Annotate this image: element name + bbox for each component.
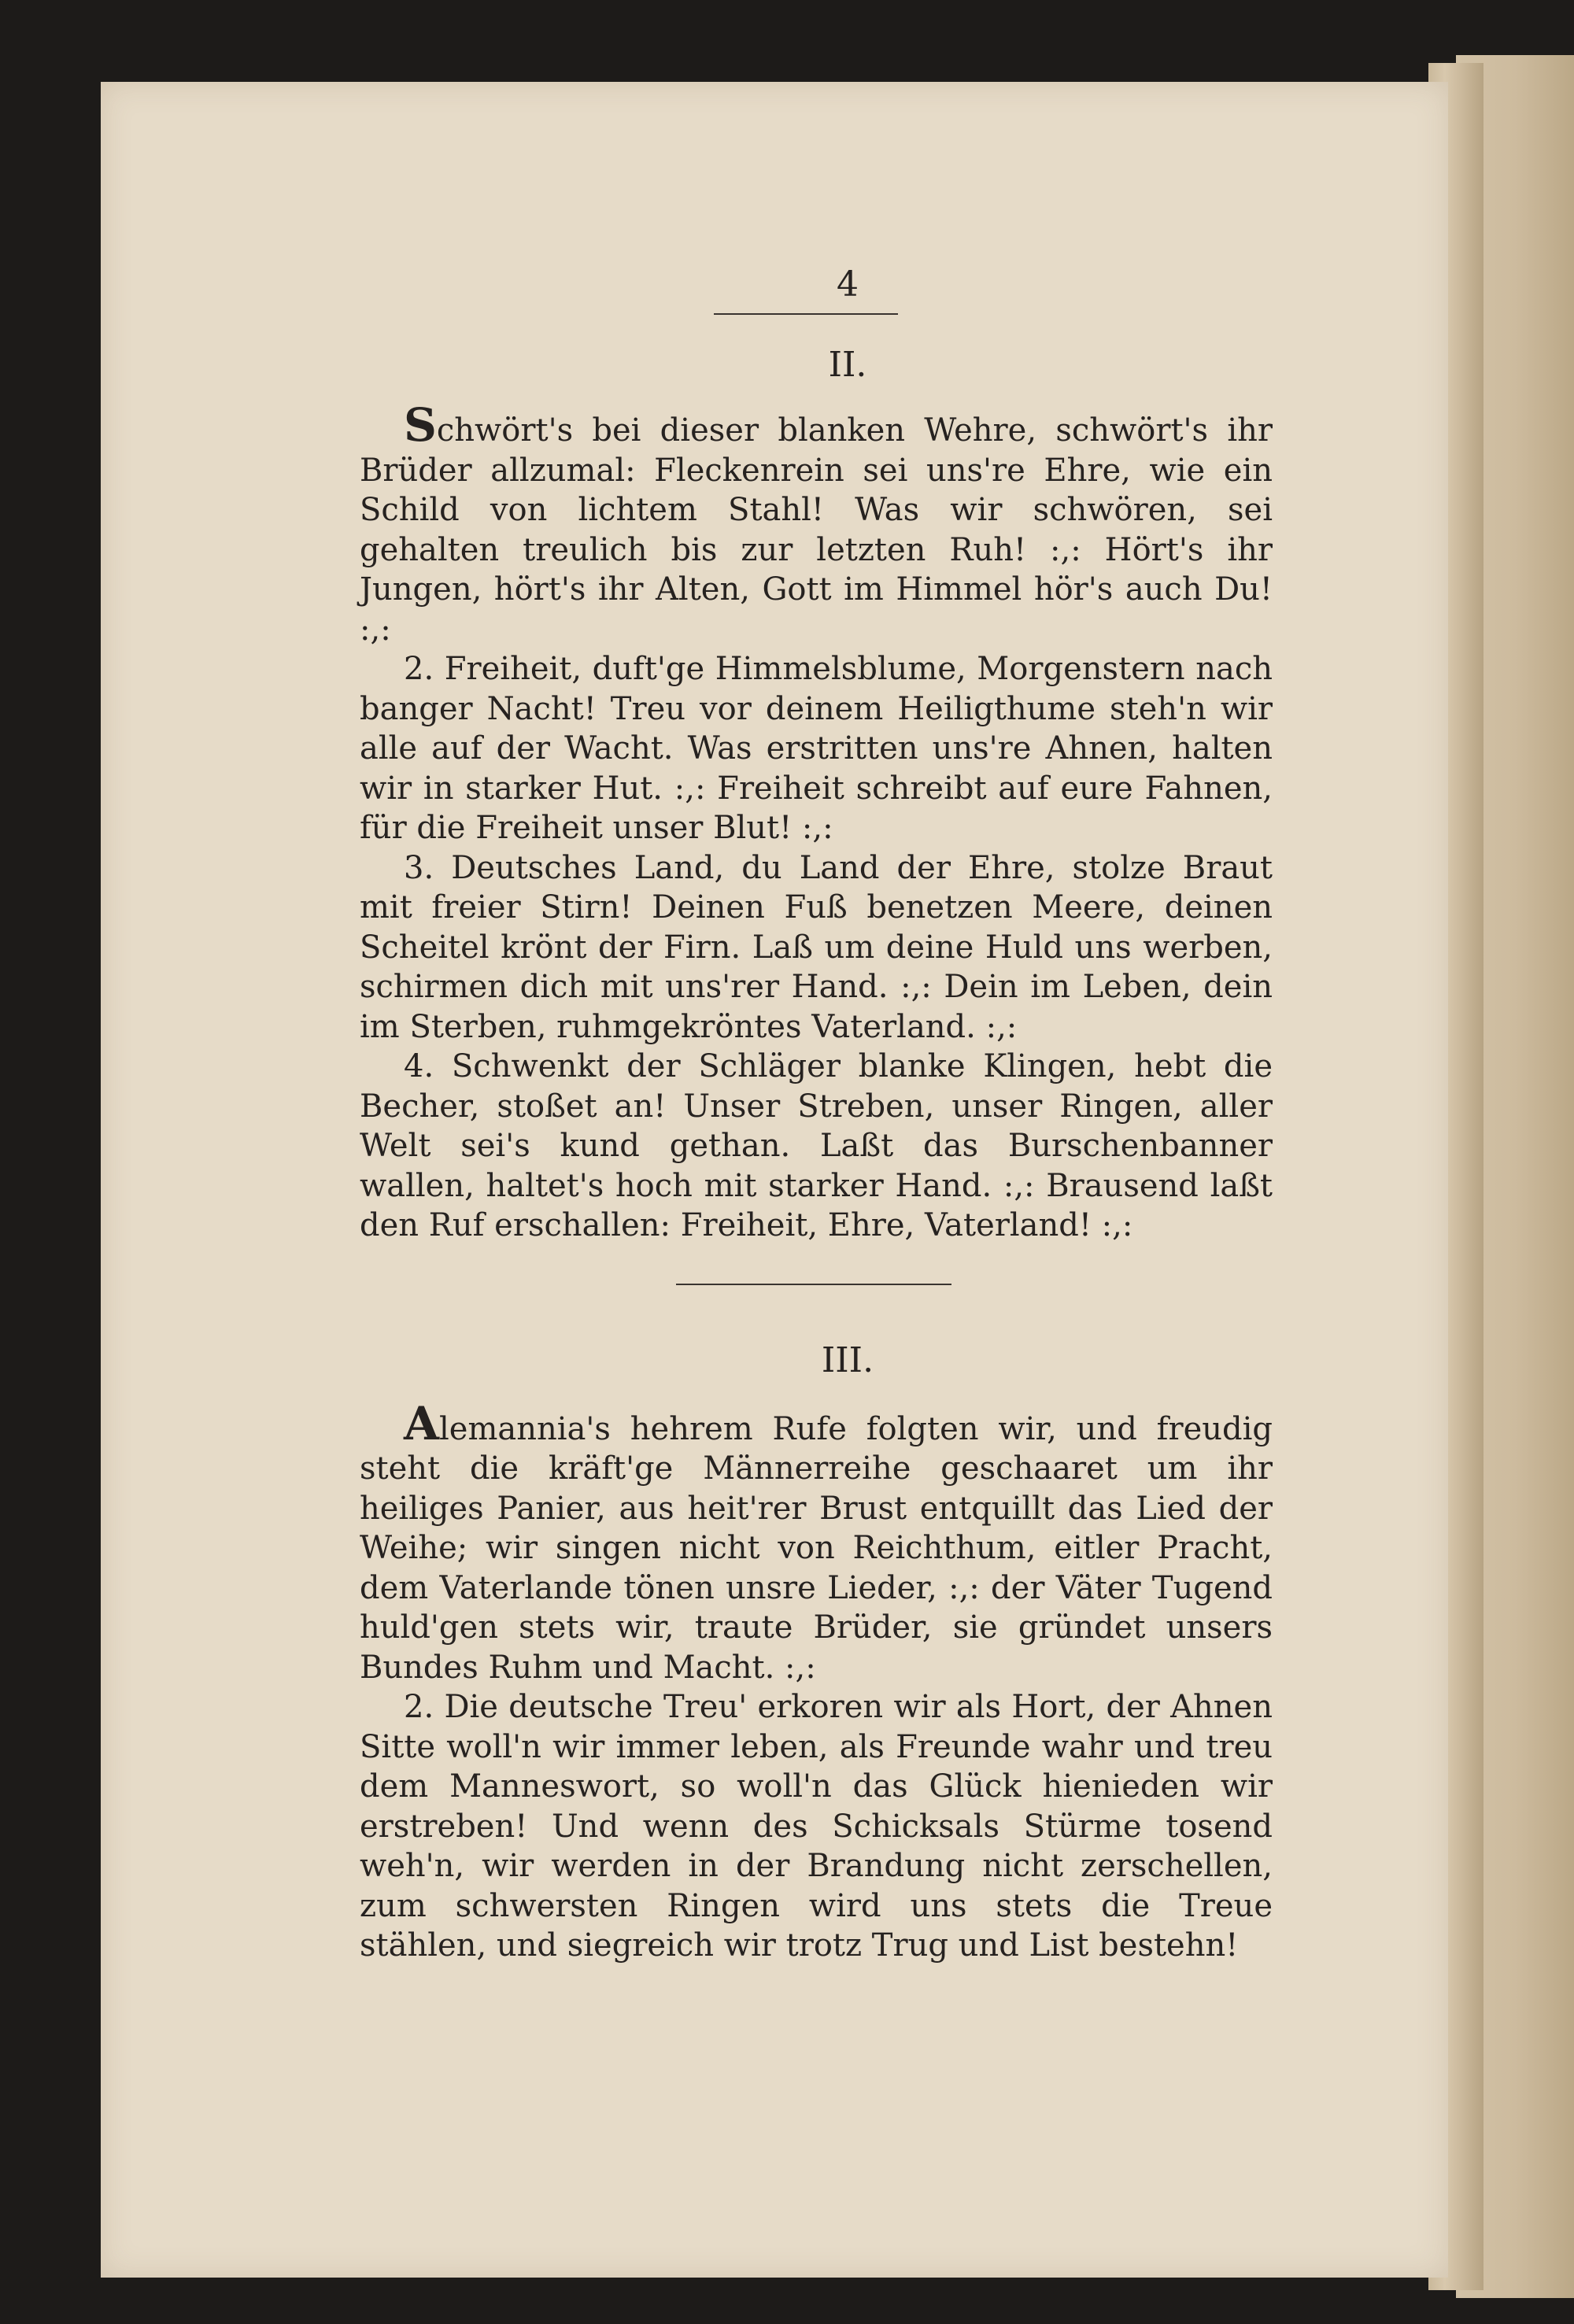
- section-heading: III.: [821, 1339, 874, 1380]
- verse-paragraph: [360, 1396, 1273, 1688]
- verse-paragraph: 4. Schwenkt der Schläger blanke Klingen, hebt die Becher, stoßet an! Unser Streben, unser Ringen, aller Welt sei's kund gethan. Laßt das Burschenbanner wallen, haltet's hoch mit starker Hand. :,: Brausend laßt den Ruf erschallen: Freiheit, Ehre, Vaterland! :,:: [360, 1048, 1273, 1243]
- section-ii: [360, 345, 1273, 1246]
- verse-paragraph: 2. Freiheit, duft'ge Himmelsblume, Morgenstern nach banger Nacht! Treu vor deinem Heiligthume steh'n wir alle auf der Wacht. Was erstritten uns're Ahnen, halten wir in starker Hut. :,: Freiheit schreibt auf eure Fahnen, für die Freiheit unser Blut! :,:: [360, 651, 1273, 846]
- dropcap: A: [404, 1396, 440, 1450]
- header-rule: [714, 313, 898, 315]
- section-divider: [676, 1284, 951, 1285]
- page-content: [360, 264, 1273, 1966]
- page-number: 4: [837, 264, 859, 305]
- verse-paragraph: 2. Die deutsche Treu' erkoren wir als Hort, der Ahnen Sitte woll'n wir immer leben, als Freunde wahr und treu dem Manneswort, so woll'n das Glück hienieden wir erstreben! Und wenn des Schicksals Stürme tosend weh'n, wir werden in der Brandung nicht zerschellen, zum schwersten Ringen wird uns stets die Treue stählen, und siegreich wir trotz Trug und List bestehn!: [360, 1689, 1273, 1964]
- verse-text: chwört's bei dieser blanken Wehre, schwört's ihr Brüder allzumal: Fleckenrein sei uns're Ehre, wie ein Schild von lichtem Stahl! Was wir schwören, sei gehalten treulich bis zur letzten Ruh! :,: Hört's ihr Jungen, hört's ihr Alten, Gott im Himmel hör's auch Du! :,:: [360, 412, 1273, 648]
- dropcap: S: [404, 398, 437, 452]
- verse-paragraph: [360, 398, 1273, 649]
- verse-text: lemannia's hehrem Rufe folgten wir, und freudig steht die kräft'ge Männerreihe geschaaret um ihr heiliges Panier, aus heit'rer Brust entquillt das Lied der Weihe; wir singen nicht von Reichthum, eitler Pracht, dem Vaterlande tönen unsre Lieder, :,: der Väter Tugend huld'gen stets wir, traute Brüder, sie gründet unsers Bundes Ruhm und Macht. :,:: [360, 1410, 1273, 1686]
- section-iii: [360, 1339, 1273, 1966]
- section-heading: II.: [828, 345, 867, 385]
- verse-paragraph: 3. Deutsches Land, du Land der Ehre, stolze Braut mit freier Stirn! Deinen Fuß benetzen Meere, deinen Scheitel krönt der Firn. Laß um deine Huld uns werben, schirmen dich mit uns'rer Hand. :,: Dein im Leben, dein im Sterben, ruhmgekröntes Vaterland. :,:: [360, 849, 1273, 1045]
